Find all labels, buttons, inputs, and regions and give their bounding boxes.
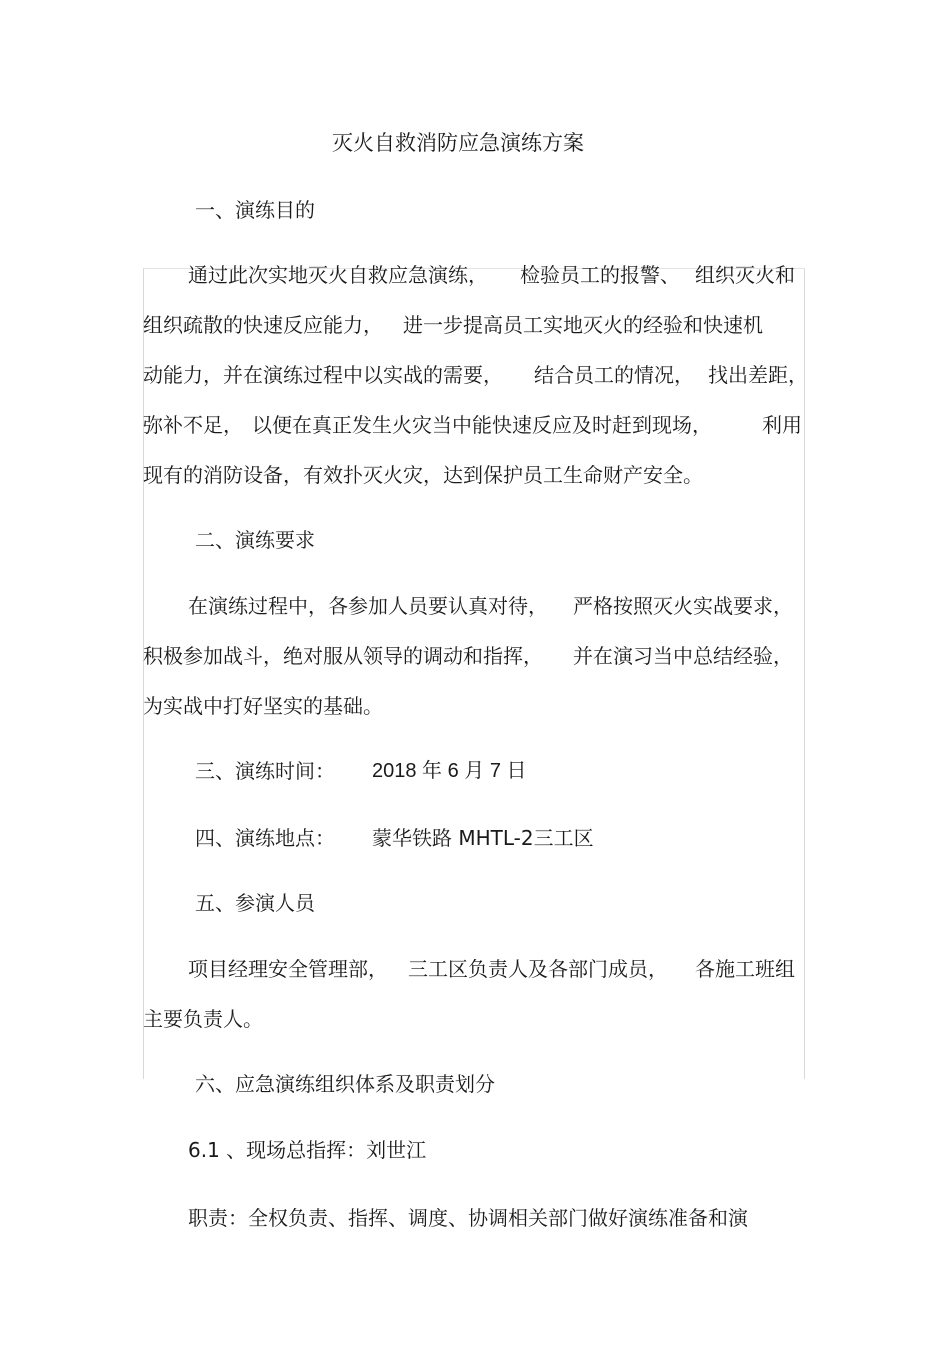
paragraph-line: 各施工班组 — [695, 957, 795, 981]
paragraph-line: 组织疏散的快速反应能力， — [143, 313, 383, 337]
paragraph-line: 进一步提高员工实地灭火的经验和快速机 — [403, 313, 763, 337]
paragraph-line: 三工区负责人及各部门成员， — [408, 957, 668, 981]
section-heading-purpose: 一、演练目的 — [195, 198, 315, 222]
section-heading-location: 四、演练地点： — [195, 826, 335, 850]
paragraph-line: 并在演习当中总结经验， — [573, 644, 793, 668]
subsection-commander: 6.1 、现场总指挥：刘世江 — [188, 1138, 427, 1162]
paragraph-line: 通过此次实地灭火自救应急演练， — [188, 263, 488, 287]
paragraph-line: 结合员工的情况， — [534, 363, 694, 387]
paragraph-line: 积极参加战斗，绝对服从领导的调动和指挥， — [143, 644, 543, 668]
drill-date: 2018 年 6 月 7 日 — [372, 760, 527, 782]
paragraph-line: 弥补不足， — [143, 413, 243, 437]
paragraph-line: 职责：全权负责、指挥、调度、协调相关部门做好演练准备和演 — [188, 1206, 748, 1230]
section-heading-participants: 五、参演人员 — [195, 891, 315, 915]
paragraph-line: 现有的消防设备，有效扑灭火灾，达到保护员工生命财产安全。 — [143, 463, 703, 487]
paragraph-line: 找出差距， — [708, 363, 808, 387]
paragraph-line: 为实战中打好坚实的基础。 — [143, 694, 383, 718]
paragraph-line: 严格按照灭火实战要求， — [573, 594, 793, 618]
paragraph-line: 检验员工的报警、 — [520, 263, 680, 287]
paragraph-line: 动能力，并在演练过程中以实战的需要， — [143, 363, 503, 387]
paragraph-line: 项目经理安全管理部， — [188, 957, 388, 981]
section-heading-time: 三、演练时间： — [195, 759, 335, 783]
paragraph-line: 在演练过程中，各参加人员要认真对待， — [188, 594, 548, 618]
paragraph-line: 利用 — [762, 413, 802, 437]
section-heading-organization: 六、应急演练组织体系及职责划分 — [195, 1072, 495, 1096]
section-heading-requirements: 二、演练要求 — [195, 528, 315, 552]
paragraph-line: 主要负责人。 — [143, 1007, 263, 1031]
paragraph-line: 以便在真正发生火灾当中能快速反应及时赶到现场， — [252, 413, 712, 437]
document-title: 灭火自救消防应急演练方案 — [332, 131, 584, 155]
drill-location: 蒙华铁路 MHTL-2三工区 — [372, 826, 594, 850]
paragraph-line: 组织灭火和 — [695, 263, 795, 287]
